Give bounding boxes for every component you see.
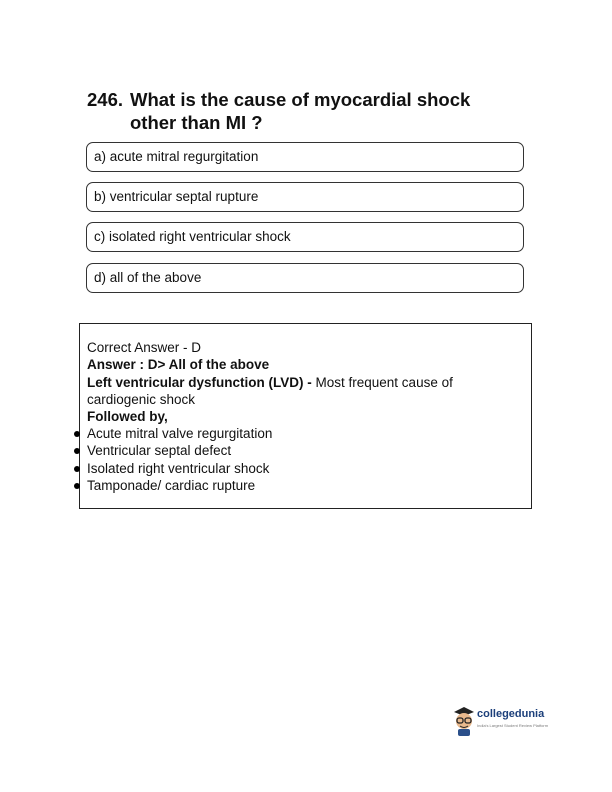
question-number: 246. xyxy=(87,89,124,110)
graduate-mascot-icon xyxy=(452,705,476,737)
bullet-item: Ventricular septal defect xyxy=(87,443,232,458)
question-text-line2: other than MI ? xyxy=(130,112,263,133)
bullet-dot xyxy=(74,448,80,454)
collegedunia-logo xyxy=(452,705,572,741)
answer-line: Answer : D> All of the above xyxy=(87,357,270,372)
logo-tagline: India's Largest Student Review Platform xyxy=(477,723,549,728)
followed-by: Followed by, xyxy=(87,409,168,424)
option-a[interactable]: a) acute mitral regurgitation xyxy=(86,142,524,172)
question-text-line1: What is the cause of myocardial shock xyxy=(130,89,471,110)
option-b[interactable]: b) ventricular septal rupture xyxy=(86,182,524,212)
explanation-line xyxy=(87,374,453,391)
bullet-dot xyxy=(74,431,80,437)
correct-answer: Correct Answer - D xyxy=(87,340,202,355)
question-heading xyxy=(87,88,527,134)
explanation-continuation: cardiogenic shock xyxy=(87,392,196,407)
bullet-dot xyxy=(74,466,80,472)
logo-name: collegedunia xyxy=(477,708,545,720)
lvd-description: Most frequent cause of xyxy=(311,375,453,390)
option-d[interactable]: d) all of the above xyxy=(86,263,524,293)
lvd-term: Left ventricular dysfunction (LVD) - xyxy=(87,375,312,390)
bullet-item: Tamponade/ cardiac rupture xyxy=(87,478,256,493)
bullet-item: Isolated right ventricular shock xyxy=(87,461,270,476)
bullet-item: Acute mitral valve regurgitation xyxy=(87,426,273,441)
bullet-dot xyxy=(74,483,80,489)
option-c[interactable]: c) isolated right ventricular shock xyxy=(86,222,524,252)
